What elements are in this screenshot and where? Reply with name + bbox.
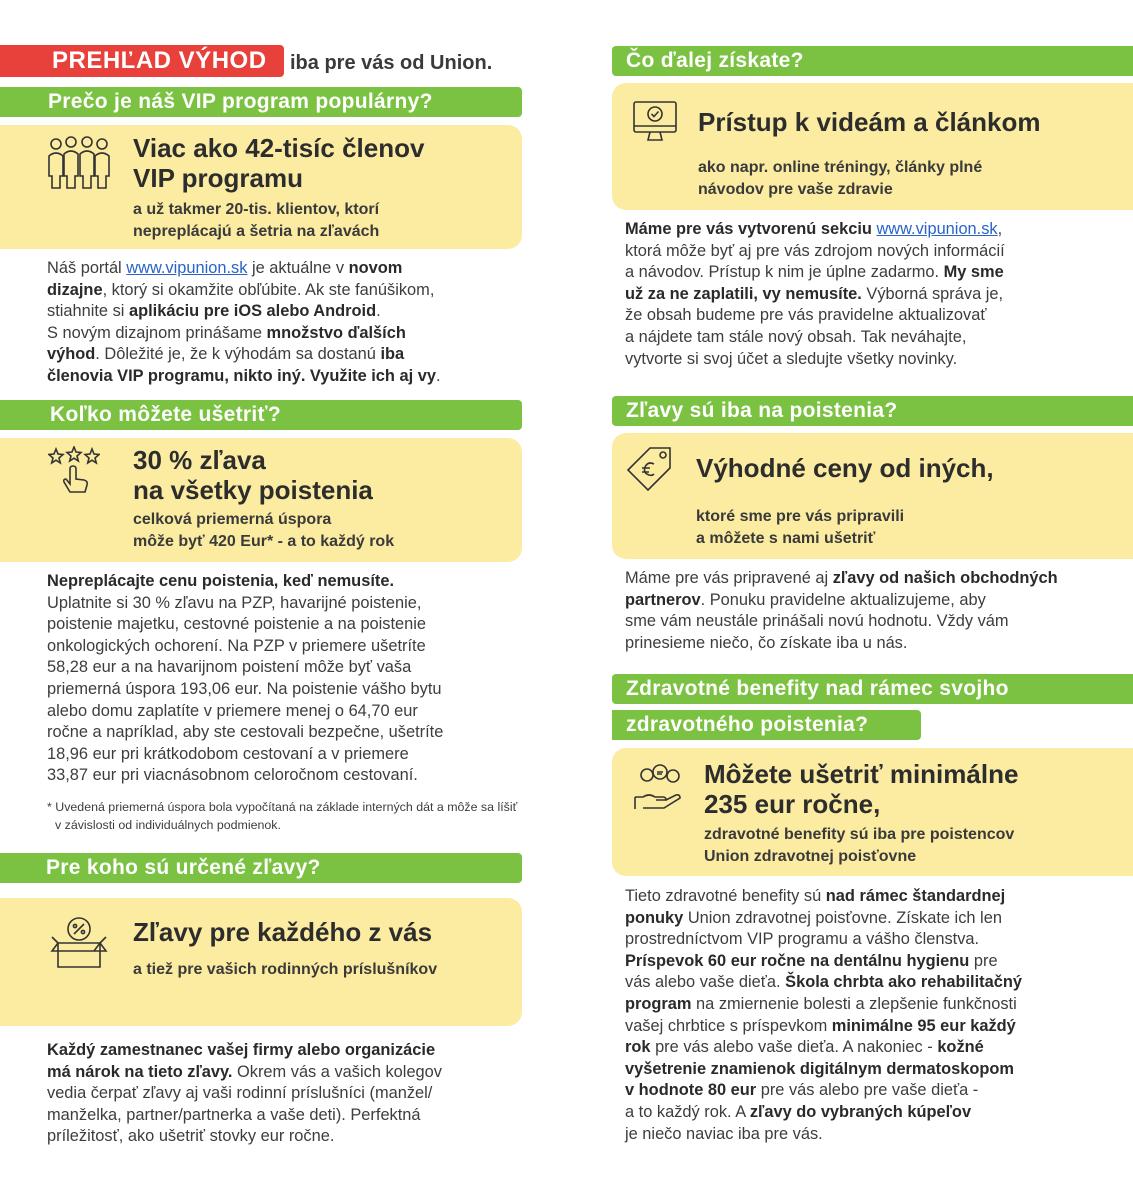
card-partners-title: Výhodné ceny od iných, xyxy=(696,453,994,483)
card-discount-subtitle: celková priemerná úspora môže byť 420 Eur* - a to každý rok xyxy=(133,511,395,550)
monitor-check-icon xyxy=(632,99,678,145)
card-partners-subtitle: ktoré sme pre vás pripravili a môžete s nami ušetriť xyxy=(696,508,905,547)
section-heading-savings: Koľko môžete ušetriť? xyxy=(0,400,522,430)
section-heading-health-1: Zdravotné benefity nad rámec svojho xyxy=(612,674,1133,704)
card-videos-subtitle: ako napr. online tréningy, články plné návodov pre vaše zdravie xyxy=(698,159,983,198)
hand-coins-icon xyxy=(633,763,685,815)
people-group-icon xyxy=(44,134,114,190)
vipunion-link-2[interactable]: www.vipunion.sk xyxy=(876,220,998,238)
portal-paragraph: Náš portál www.vipunion.sk je aktuálne v novom dizajne, ktorý si okamžite obľúbite. Ak ste fanúšikom, stiahnite si aplikáciu pre iOS alebo Android. S novým dizajnom prinášame množstvo ďalších výhod. Dôležité je, že k výhodám sa dostanú iba členovia VIP programu, nikto iný. Využite ich aj vy. xyxy=(47,259,441,385)
card-health-title: Môžete ušetriť minimálne 235 eur ročne, xyxy=(704,759,1019,819)
section-heading-vip-popular: Prečo je náš VIP program populárny? xyxy=(0,87,522,117)
card-discount-title: 30 % zľava na všetky poistenia xyxy=(133,445,373,505)
header-rest-text: iba pre vás od Union. xyxy=(290,52,493,74)
card-members-title: Viac ako 42-tisíc členov VIP programu xyxy=(133,133,425,193)
discount-box-icon xyxy=(50,915,108,971)
footnote: * Uvedená priemerná úspora bola vypočítaná na základe interných dát a môže sa líšiť v závislosti od individuálnych podmienok. xyxy=(47,800,518,832)
section-heading-only-insurance: Zľavy sú iba na poistenia? xyxy=(612,396,1133,426)
partners-paragraph: Máme pre vás pripravené aj zľavy od našich obchodných partnerov. Ponuku pravidelne aktualizujeme, aby sme vám neustále prinášali novú hodnotu. Vždy vám prinesieme niečo, čo získate iba u nás. xyxy=(625,569,1058,652)
health-paragraph: Tieto zdravotné benefity sú nad rámec štandardnej ponuky Union zdravotnej poisťovne. Získate ich len prostredníctvom VIP programu a vášho členstva. Príspevok 60 eur ročne na dentálnu hygienu pre vás alebo vaše dieťa. Škola chrbta ako rehabilitačný program na zmiernenie bolesti a zlepšenie funkčnosti vašej chrbtice s príspevkom minimálne 95 eur každý rok pre vás alebo vaše dieťa. A nakoniec - kožné vyšetrenie znamienok digitálnym dermatoskopom v hodnote 80 eur pre vás alebo pre vaše dieťa - a to každý rok. A zľavy do vybraných kúpeľov je niečo naviac iba pre vás. xyxy=(625,887,1022,1143)
card-videos-title: Prístup k videám a článkom xyxy=(698,107,1041,137)
videos-paragraph: Máme pre vás vytvorenú sekciu www.vipunion.sk, ktorá môže byť aj pre vás zdrojom nových informácií a návodov. Prístup k nim je úplne zadarmo. My sme už za ne zaplatili, vy nemusíte. Výborná správa je, že obsah budeme pre vás pravidelne aktualizovať a nájdete tam stále nový obsah. Tak neváhajte, vytvorte si svoj účet a sledujte všetky novinky. xyxy=(625,220,1005,368)
discount-paragraph: Nepreplácajte cenu poistenia, keď nemusíte. Uplatnite si 30 % zľavu na PZP, havarijné poistenie, poistenie majetku, cestovné poistenie a na poistenie onkologických ochorení. Na PZP v priemere ušetríte 58,28 eur a na havarijnom poistení môže byť vaša priemerná úspora 193,06 eur. Na poistenie vášho bytu alebo domu zaplatíte v priemere menej o 64,70 eur ročne a napríklad, aby ste cestovali bezpečne, ušetríte 18,96 eur pri krátkodobom cestovaní a v priemere 33,87 eur pri viacnásobnom celoročnom cestovaní. xyxy=(47,572,444,785)
everyone-paragraph: Každý zamestnanec vašej firmy alebo organizácie má nárok na tieto zľavy. Okrem vás a vašich kolegov vedia čerpať zľavy aj vaši rodinní príslušníci (manžel/ manželka, partner/partnerka a vaše deti). Perfektná príležitosť, ako ušetriť stovky eur ročne. xyxy=(47,1041,442,1146)
card-everyone-title: Zľavy pre každého z vás xyxy=(133,917,433,947)
section-heading-what-next: Čo ďalej získate? xyxy=(612,46,1133,76)
header-highlight-text: PREHĽAD VÝHOD xyxy=(52,47,267,74)
stars-hand-icon xyxy=(48,446,100,496)
card-health-subtitle: zdravotné benefity sú iba pre poistencov Union zdravotnej poisťovne xyxy=(704,826,1015,865)
vipunion-link[interactable]: www.vipunion.sk xyxy=(126,259,248,277)
card-everyone-subtitle: a tiež pre vašich rodinných príslušníkov xyxy=(133,961,438,978)
card-members-subtitle: a už takmer 20-tis. klientov, ktorí nepreplácajú a šetria na zľavách xyxy=(133,201,380,240)
price-tag-euro-icon xyxy=(624,444,676,496)
section-heading-for-whom: Pre koho sú určené zľavy? xyxy=(0,853,522,883)
section-heading-health-2: zdravotného poistenia? xyxy=(612,710,921,740)
